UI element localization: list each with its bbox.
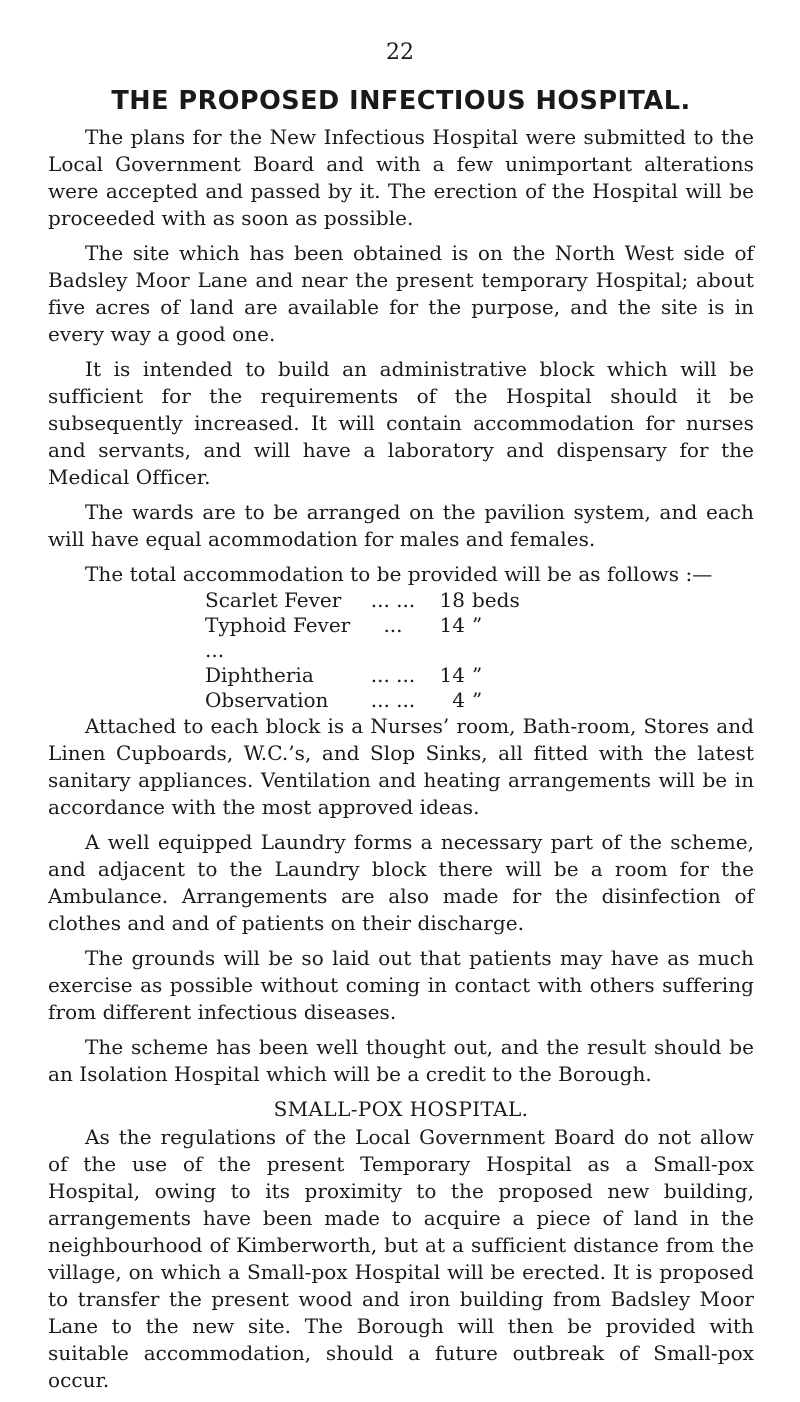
leader-dots: ... <box>383 613 403 637</box>
table-row <box>48 663 754 688</box>
leader-dots: ... ... <box>370 588 416 612</box>
leader-dots: ... ... <box>370 688 416 712</box>
accommodation-table <box>48 588 754 713</box>
leader-dots: ... ... <box>370 663 416 687</box>
paragraph-wards: The wards are to be arranged on the pavilion system, and each will have equal acommodation for males and females. <box>48 500 754 551</box>
section-title: THE PROPOSED INFECTIOUS HOSPITAL. <box>111 86 691 116</box>
unit-label: beds <box>472 588 520 612</box>
unit-label: ” <box>472 613 483 637</box>
bed-count: 14 <box>439 663 465 687</box>
paragraph-scheme: The scheme has been well thought out, and the result should be an Isolation Hospital which will be a credit to the Borough. <box>48 1035 754 1086</box>
paragraph-smallpox: As the regulations of the Local Government Board do not allow of the use of the present Temporary Hospital as a Small-pox Hospital, owing to its proximity to the proposed new building, arrangements have been made to acquire a piece of land in the neighbourhood of Kimberworth, but at a sufficient distance from the village, on which a Small-pox Hospital will be erected. It is proposed to transfer the present wood and iron building from Badsley Moor Lane to the new site. The Borough will then be provided with suitable accommodation, should a future outbreak of Small-pox occur. <box>48 1125 754 1392</box>
table-row <box>48 588 754 613</box>
paragraph-administrative-block: It is intended to build an administrative block which will be sufficient for the requirements of the Hospital should it be subsequently increased. It will contain accommodation for nurses and servants, and will have a laboratory and dispensary for the Medical Officer. <box>48 357 754 489</box>
disease-name: Diphtheria <box>205 663 314 687</box>
paragraph-nurses-room: Attached to each block is a Nurses’ room, Bath-room, Stores and Linen Cupboards, W.C.’s, and Slop Sinks, all fitted with the latest sanitary appliances. Ventilation and heating arrangements will be in accordance with the most approved ideas. <box>48 714 754 819</box>
paragraph-plans: The plans for the New Infectious Hospital were submitted to the Local Government Board and with a few unimportant alterations were accepted and passed by it. The erection of the Hospital will be proceeded with as soon as possible. <box>48 125 754 230</box>
paragraph-grounds: The grounds will be so laid out that patients may have as much exercise as possible without coming in contact with others suffering from different infectious diseases. <box>48 946 754 1024</box>
bed-count: 18 <box>439 588 465 612</box>
disease-name: Scarlet Fever <box>205 588 342 612</box>
unit-label: ” <box>472 663 483 687</box>
bed-count: 4 <box>452 688 465 712</box>
disease-name: Typhoid Fever ... <box>205 613 351 662</box>
paragraph-total-accommodation: The total accommodation to be provided will be as follows :— <box>85 562 713 586</box>
table-row <box>48 613 754 663</box>
bed-count: 14 <box>439 613 465 637</box>
paragraph-site: The site which has been obtained is on the North West side of Badsley Moor Lane and near the present temporary Hospital; about five acres of land are available for the purpose, and the site is in every way a good one. <box>48 241 754 346</box>
paragraph-laundry: A well equipped Laundry forms a necessary part of the scheme, and adjacent to the Laundry block there will be a room for the Ambulance. Arrangements are also made for the disinfection of clothes and and of patients on their discharge. <box>48 830 754 935</box>
unit-label: ” <box>472 688 483 712</box>
page-number: 22 <box>386 40 414 65</box>
subheading-smallpox: SMALL-POX HOSPITAL. <box>273 1097 529 1121</box>
disease-name: Observation <box>205 688 329 712</box>
table-row <box>48 688 754 713</box>
document-body <box>48 86 754 1402</box>
